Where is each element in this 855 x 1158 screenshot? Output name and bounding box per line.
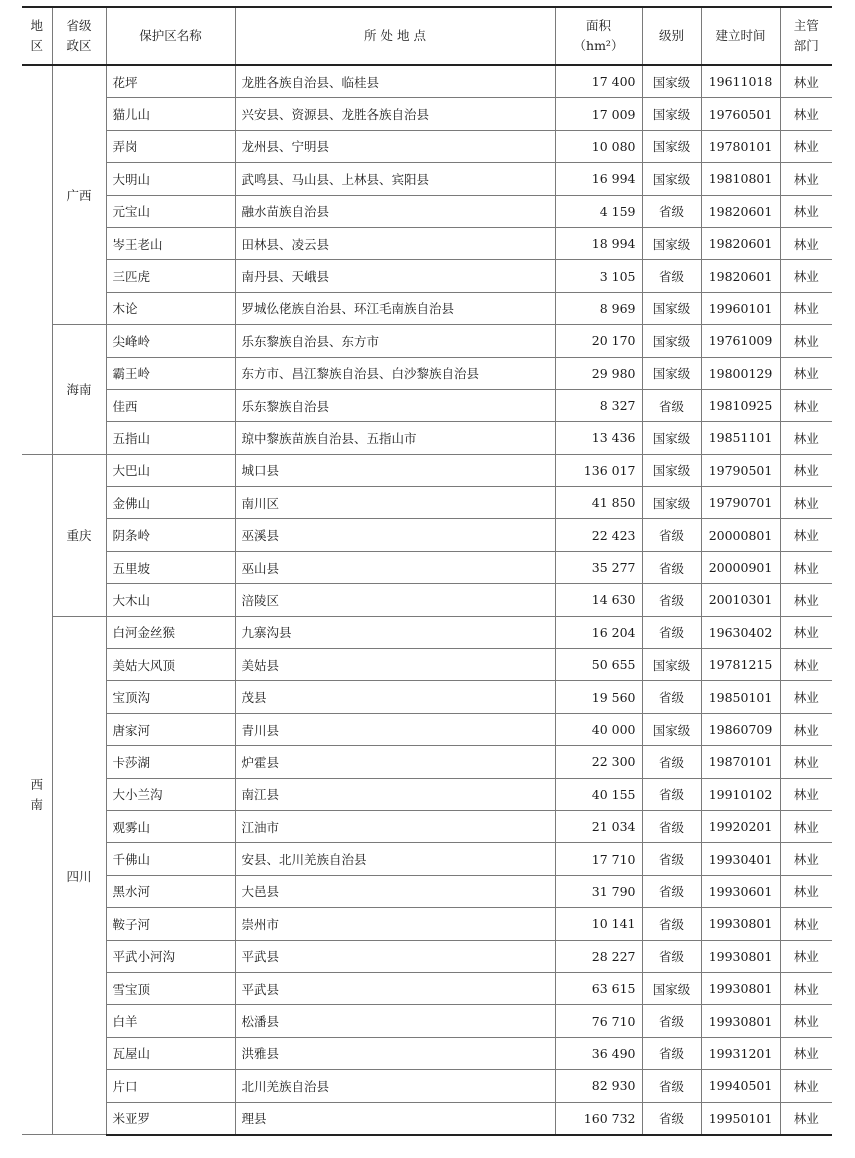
established-cell: 19790501 [701, 454, 780, 486]
table-row [22, 908, 832, 940]
location-cell: 洪雅县 [235, 1037, 555, 1069]
established-cell: 19950101 [701, 1102, 780, 1135]
area-cell: 76 710 [555, 1005, 642, 1037]
location-cell: 松潘县 [235, 1005, 555, 1037]
header-authority: 主管部门 [780, 7, 832, 65]
location-cell: 美姑县 [235, 649, 555, 681]
area-cell: 63 615 [555, 972, 642, 1004]
level-cell: 省级 [642, 875, 701, 907]
area-cell: 17 710 [555, 843, 642, 875]
authority-cell: 林业 [780, 357, 832, 389]
established-cell: 20010301 [701, 584, 780, 616]
established-cell: 19820601 [701, 227, 780, 259]
level-cell: 国家级 [642, 163, 701, 195]
area-cell: 10 141 [555, 908, 642, 940]
table-row [22, 843, 832, 875]
established-cell: 19790701 [701, 487, 780, 519]
location-cell: 武鸣县、马山县、上林县、宾阳县 [235, 163, 555, 195]
reserve-name-cell: 雪宝顶 [106, 972, 235, 1004]
table-row [22, 422, 832, 454]
area-cell: 22 423 [555, 519, 642, 551]
reserve-name-cell: 花坪 [106, 65, 235, 98]
reserve-name-cell: 霸王岭 [106, 357, 235, 389]
established-cell: 19760501 [701, 98, 780, 130]
level-cell: 国家级 [642, 454, 701, 486]
reserve-table-container [22, 6, 832, 1136]
established-cell: 19930801 [701, 940, 780, 972]
authority-cell: 林业 [780, 98, 832, 130]
level-cell: 省级 [642, 810, 701, 842]
established-cell: 19930801 [701, 908, 780, 940]
established-cell: 19820601 [701, 195, 780, 227]
level-cell: 国家级 [642, 357, 701, 389]
location-cell: 理县 [235, 1102, 555, 1135]
authority-cell: 林业 [780, 584, 832, 616]
level-cell: 省级 [642, 1102, 701, 1135]
authority-cell: 林业 [780, 746, 832, 778]
established-cell: 19860709 [701, 713, 780, 745]
area-cell: 40 155 [555, 778, 642, 810]
level-cell: 省级 [642, 908, 701, 940]
location-cell: 田林县、凌云县 [235, 227, 555, 259]
reserve-name-cell: 大木山 [106, 584, 235, 616]
province-cell: 广西 [52, 65, 106, 325]
nature-reserve-table [22, 6, 832, 1136]
table-row [22, 1005, 832, 1037]
authority-cell: 林业 [780, 810, 832, 842]
area-cell: 136 017 [555, 454, 642, 486]
area-cell: 31 790 [555, 875, 642, 907]
level-cell: 国家级 [642, 98, 701, 130]
reserve-name-cell: 平武小河沟 [106, 940, 235, 972]
reserve-name-cell: 白羊 [106, 1005, 235, 1037]
table-row [22, 163, 832, 195]
reserve-name-cell: 岑王老山 [106, 227, 235, 259]
area-cell: 16 204 [555, 616, 642, 648]
reserve-name-cell: 佳西 [106, 389, 235, 421]
level-cell: 省级 [642, 746, 701, 778]
level-cell: 国家级 [642, 65, 701, 98]
authority-cell: 林业 [780, 778, 832, 810]
area-cell: 18 994 [555, 227, 642, 259]
authority-cell: 林业 [780, 1037, 832, 1069]
reserve-name-cell: 黑水河 [106, 875, 235, 907]
table-row [22, 584, 832, 616]
established-cell: 19960101 [701, 292, 780, 324]
level-cell: 省级 [642, 519, 701, 551]
reserve-name-cell: 唐家河 [106, 713, 235, 745]
table-row [22, 487, 832, 519]
established-cell: 19810925 [701, 389, 780, 421]
reserve-name-cell: 卡莎湖 [106, 746, 235, 778]
reserve-name-cell: 尖峰岭 [106, 325, 235, 357]
authority-cell: 林业 [780, 972, 832, 1004]
table-row [22, 1070, 832, 1102]
authority-cell: 林业 [780, 713, 832, 745]
table-row [22, 875, 832, 907]
authority-cell: 林业 [780, 1102, 832, 1135]
area-cell: 14 630 [555, 584, 642, 616]
authority-cell: 林业 [780, 195, 832, 227]
level-cell: 国家级 [642, 422, 701, 454]
location-cell: 崇州市 [235, 908, 555, 940]
header-province: 省级政区 [52, 7, 106, 65]
header-reserve-name: 保护区名称 [106, 7, 235, 65]
reserve-name-cell: 米亚罗 [106, 1102, 235, 1135]
authority-cell: 林业 [780, 908, 832, 940]
established-cell: 19630402 [701, 616, 780, 648]
header-established: 建立时间 [701, 7, 780, 65]
location-cell: 茂县 [235, 681, 555, 713]
region-cell [22, 65, 52, 454]
location-cell: 龙胜各族自治县、临桂县 [235, 65, 555, 98]
table-body [22, 65, 832, 1135]
area-cell: 160 732 [555, 1102, 642, 1135]
location-cell: 青川县 [235, 713, 555, 745]
area-cell: 82 930 [555, 1070, 642, 1102]
authority-cell: 林业 [780, 519, 832, 551]
established-cell: 19930801 [701, 1005, 780, 1037]
header-region: 地区 [22, 7, 52, 65]
reserve-name-cell: 瓦屋山 [106, 1037, 235, 1069]
level-cell: 省级 [642, 195, 701, 227]
established-cell: 19930601 [701, 875, 780, 907]
reserve-name-cell: 宝顶沟 [106, 681, 235, 713]
table-row [22, 810, 832, 842]
reserve-name-cell: 千佛山 [106, 843, 235, 875]
header-location: 所 处 地 点 [235, 7, 555, 65]
authority-cell: 林业 [780, 875, 832, 907]
reserve-name-cell: 大明山 [106, 163, 235, 195]
reserve-name-cell: 弄岗 [106, 130, 235, 162]
level-cell: 省级 [642, 616, 701, 648]
established-cell: 19780101 [701, 130, 780, 162]
header-level: 级别 [642, 7, 701, 65]
authority-cell: 林业 [780, 422, 832, 454]
reserve-name-cell: 观雾山 [106, 810, 235, 842]
table-row [22, 681, 832, 713]
reserve-name-cell: 大小兰沟 [106, 778, 235, 810]
level-cell: 国家级 [642, 972, 701, 1004]
province-cell: 四川 [52, 616, 106, 1135]
area-cell: 36 490 [555, 1037, 642, 1069]
region-cell [22, 454, 52, 1135]
header-row [22, 7, 832, 65]
authority-cell: 林业 [780, 1005, 832, 1037]
area-cell: 50 655 [555, 649, 642, 681]
location-cell: 巫山县 [235, 551, 555, 583]
reserve-name-cell: 鞍子河 [106, 908, 235, 940]
reserve-name-cell: 元宝山 [106, 195, 235, 227]
location-cell: 大邑县 [235, 875, 555, 907]
area-cell: 8 969 [555, 292, 642, 324]
reserve-name-cell: 美姑大风顶 [106, 649, 235, 681]
location-cell: 北川羌族自治县 [235, 1070, 555, 1102]
table-row [22, 940, 832, 972]
table-header [22, 7, 832, 65]
level-cell: 国家级 [642, 227, 701, 259]
location-cell: 乐东黎族自治县 [235, 389, 555, 421]
table-row [22, 227, 832, 259]
authority-cell: 林业 [780, 389, 832, 421]
location-cell: 平武县 [235, 940, 555, 972]
level-cell: 省级 [642, 260, 701, 292]
table-row [22, 1037, 832, 1069]
area-cell: 17 009 [555, 98, 642, 130]
area-cell: 13 436 [555, 422, 642, 454]
level-cell: 省级 [642, 389, 701, 421]
area-cell: 19 560 [555, 681, 642, 713]
established-cell: 19920201 [701, 810, 780, 842]
location-cell: 江油市 [235, 810, 555, 842]
table-row [22, 325, 832, 357]
authority-cell: 林业 [780, 227, 832, 259]
location-cell: 涪陵区 [235, 584, 555, 616]
area-cell: 40 000 [555, 713, 642, 745]
established-cell: 19930401 [701, 843, 780, 875]
authority-cell: 林业 [780, 616, 832, 648]
reserve-name-cell: 白河金丝猴 [106, 616, 235, 648]
area-cell: 3 105 [555, 260, 642, 292]
level-cell: 省级 [642, 1037, 701, 1069]
header-area [555, 7, 642, 65]
area-cell: 17 400 [555, 65, 642, 98]
location-cell: 南川区 [235, 487, 555, 519]
level-cell: 省级 [642, 681, 701, 713]
level-cell: 国家级 [642, 487, 701, 519]
reserve-name-cell: 阴条岭 [106, 519, 235, 551]
level-cell: 省级 [642, 778, 701, 810]
region-label: 西南 [30, 776, 43, 812]
established-cell: 19800129 [701, 357, 780, 389]
authority-cell: 林业 [780, 843, 832, 875]
reserve-name-cell: 三匹虎 [106, 260, 235, 292]
table-row [22, 454, 832, 486]
table-row [22, 713, 832, 745]
location-cell: 东方市、昌江黎族自治县、白沙黎族自治县 [235, 357, 555, 389]
level-cell: 省级 [642, 1005, 701, 1037]
established-cell: 19611018 [701, 65, 780, 98]
established-cell: 19810801 [701, 163, 780, 195]
location-cell: 平武县 [235, 972, 555, 1004]
level-cell: 省级 [642, 551, 701, 583]
location-cell: 九寨沟县 [235, 616, 555, 648]
established-cell: 20000801 [701, 519, 780, 551]
area-cell: 28 227 [555, 940, 642, 972]
table-row [22, 195, 832, 227]
location-cell: 巫溪县 [235, 519, 555, 551]
authority-cell: 林业 [780, 454, 832, 486]
authority-cell: 林业 [780, 130, 832, 162]
authority-cell: 林业 [780, 1070, 832, 1102]
reserve-name-cell: 五里坡 [106, 551, 235, 583]
established-cell: 19931201 [701, 1037, 780, 1069]
table-row [22, 130, 832, 162]
area-cell: 4 159 [555, 195, 642, 227]
table-row [22, 649, 832, 681]
table-row [22, 65, 832, 98]
authority-cell: 林业 [780, 260, 832, 292]
location-cell: 龙州县、宁明县 [235, 130, 555, 162]
header-area-label: 面积 [585, 18, 611, 33]
authority-cell: 林业 [780, 487, 832, 519]
authority-cell: 林业 [780, 681, 832, 713]
authority-cell: 林业 [780, 163, 832, 195]
level-cell: 省级 [642, 1070, 701, 1102]
table-row [22, 357, 832, 389]
area-cell: 16 994 [555, 163, 642, 195]
table-row [22, 616, 832, 648]
level-cell: 国家级 [642, 713, 701, 745]
location-cell: 城口县 [235, 454, 555, 486]
area-cell: 8 327 [555, 389, 642, 421]
area-cell: 41 850 [555, 487, 642, 519]
authority-cell: 林业 [780, 65, 832, 98]
location-cell: 琼中黎族苗族自治县、五指山市 [235, 422, 555, 454]
table-row [22, 292, 832, 324]
established-cell: 19930801 [701, 972, 780, 1004]
level-cell: 国家级 [642, 325, 701, 357]
table-row [22, 746, 832, 778]
area-cell: 22 300 [555, 746, 642, 778]
authority-cell: 林业 [780, 292, 832, 324]
location-cell: 南江县 [235, 778, 555, 810]
reserve-name-cell: 木论 [106, 292, 235, 324]
established-cell: 19781215 [701, 649, 780, 681]
table-row [22, 778, 832, 810]
location-cell: 融水苗族自治县 [235, 195, 555, 227]
reserve-name-cell: 五指山 [106, 422, 235, 454]
area-cell: 20 170 [555, 325, 642, 357]
established-cell: 19910102 [701, 778, 780, 810]
established-cell: 19820601 [701, 260, 780, 292]
area-cell: 21 034 [555, 810, 642, 842]
level-cell: 省级 [642, 940, 701, 972]
authority-cell: 林业 [780, 325, 832, 357]
location-cell: 乐东黎族自治县、东方市 [235, 325, 555, 357]
location-cell: 安县、北川羌族自治县 [235, 843, 555, 875]
area-cell: 35 277 [555, 551, 642, 583]
reserve-name-cell: 大巴山 [106, 454, 235, 486]
level-cell: 省级 [642, 584, 701, 616]
authority-cell: 林业 [780, 940, 832, 972]
location-cell: 炉霍县 [235, 746, 555, 778]
table-row [22, 1102, 832, 1135]
area-cell: 10 080 [555, 130, 642, 162]
established-cell: 19851101 [701, 422, 780, 454]
reserve-name-cell: 猫儿山 [106, 98, 235, 130]
established-cell: 19850101 [701, 681, 780, 713]
table-row [22, 98, 832, 130]
reserve-name-cell: 片口 [106, 1070, 235, 1102]
table-row [22, 519, 832, 551]
level-cell: 省级 [642, 843, 701, 875]
province-cell: 海南 [52, 325, 106, 455]
location-cell: 兴安县、资源县、龙胜各族自治县 [235, 98, 555, 130]
table-row [22, 389, 832, 421]
area-cell: 29 980 [555, 357, 642, 389]
table-row [22, 972, 832, 1004]
authority-cell: 林业 [780, 649, 832, 681]
reserve-name-cell: 金佛山 [106, 487, 235, 519]
established-cell: 19761009 [701, 325, 780, 357]
authority-cell: 林业 [780, 551, 832, 583]
table-row [22, 260, 832, 292]
level-cell: 国家级 [642, 649, 701, 681]
province-cell: 重庆 [52, 454, 106, 616]
established-cell: 19870101 [701, 746, 780, 778]
level-cell: 国家级 [642, 292, 701, 324]
location-cell: 罗城仫佬族自治县、环江毛南族自治县 [235, 292, 555, 324]
established-cell: 19940501 [701, 1070, 780, 1102]
table-row [22, 551, 832, 583]
header-area-unit: （hm²） [573, 38, 624, 53]
established-cell: 20000901 [701, 551, 780, 583]
location-cell: 南丹县、天峨县 [235, 260, 555, 292]
level-cell: 国家级 [642, 130, 701, 162]
